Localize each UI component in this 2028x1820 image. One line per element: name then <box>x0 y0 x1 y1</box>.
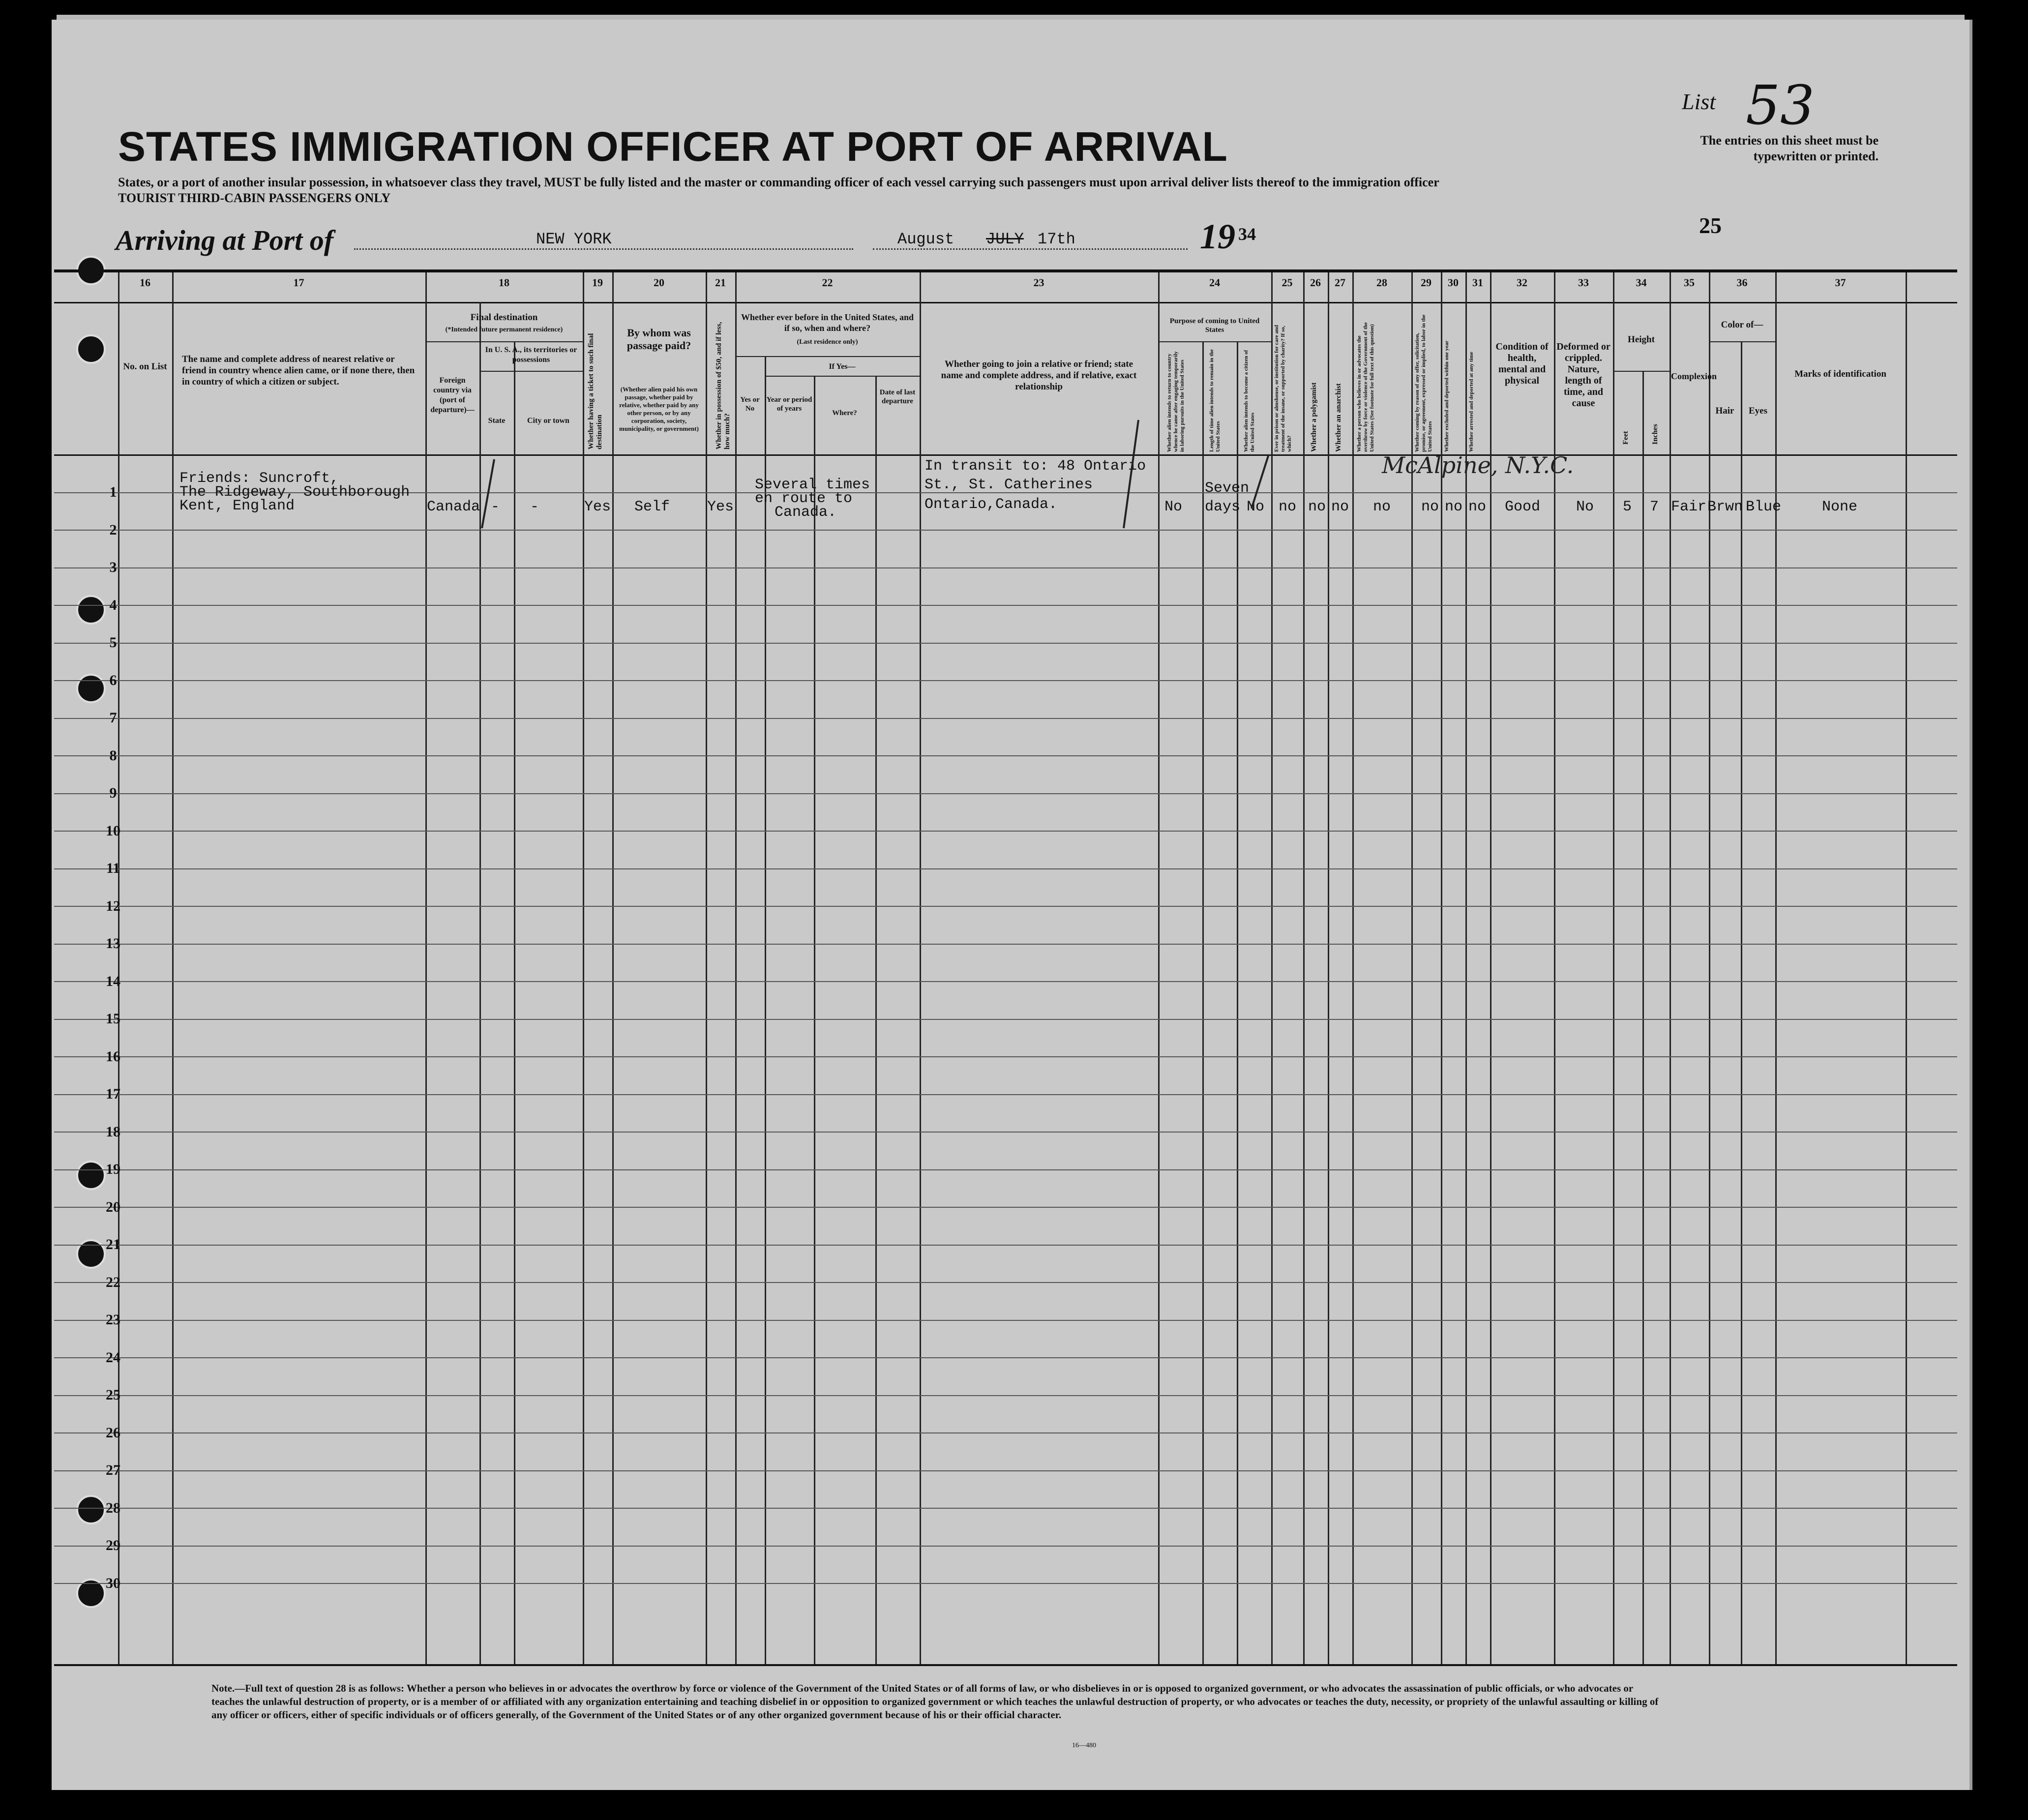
col-number: 22 <box>822 276 833 289</box>
row-number: 16 <box>106 1048 120 1065</box>
previous-line-3: Canada. <box>775 504 837 521</box>
row-number: 20 <box>106 1198 120 1215</box>
overthrow-value: no <box>1373 499 1391 515</box>
marks-value: None <box>1822 499 1858 515</box>
header-final-destination: Final destination <box>470 312 538 323</box>
col-number: 35 <box>1684 276 1695 289</box>
check-mark <box>482 459 494 528</box>
col-number: 28 <box>1376 276 1387 289</box>
passage-value: Self <box>634 499 670 515</box>
row-rule <box>54 831 1957 832</box>
row-rule <box>54 906 1957 907</box>
labor-offer-value: no <box>1421 499 1439 515</box>
col-number: 23 <box>1033 276 1044 289</box>
col-number: 24 <box>1209 276 1220 289</box>
return-intent-value: No <box>1164 499 1183 515</box>
row-rule <box>54 1169 1957 1170</box>
port-line <box>354 248 853 250</box>
page-number: 25 <box>1699 213 1722 238</box>
ticket-value: Yes <box>584 499 611 515</box>
row-rule <box>54 718 1957 719</box>
join-line-1: In transit to: 48 Ontario <box>925 458 1146 475</box>
col-number: 16 <box>140 276 150 289</box>
hair-value: Brwn <box>1707 499 1743 515</box>
col-number: 29 <box>1421 276 1432 289</box>
row-number: 10 <box>106 822 120 839</box>
header-excluded: Whether excluded and deported within one year <box>1444 340 1450 452</box>
header-height: Height <box>1628 334 1655 345</box>
row-number: 4 <box>109 597 117 613</box>
day-value: 17th <box>1038 230 1075 248</box>
row-rule <box>54 793 1957 794</box>
row-number: 6 <box>109 672 117 688</box>
header-complexion: Complexion <box>1671 371 1717 381</box>
col-number: 34 <box>1636 276 1647 289</box>
header-join-relative: Whether going to join a relative or friend; state name and complete address, and if relative, exact relationship <box>941 359 1137 392</box>
row-number: 13 <box>106 935 120 952</box>
row-number: 14 <box>106 973 120 989</box>
col-number: 25 <box>1282 276 1293 289</box>
col-number: 32 <box>1517 276 1527 289</box>
row-number: 8 <box>109 747 117 764</box>
row-number: 28 <box>106 1499 120 1516</box>
col-number: 18 <box>499 276 509 289</box>
col-number: 19 <box>592 276 603 289</box>
col-number: 26 <box>1310 276 1321 289</box>
row-rule <box>54 1245 1957 1246</box>
header-inches: Inches <box>1651 424 1659 445</box>
page-title: STATES IMMIGRATION OFFICER AT PORT OF ARRIVAL <box>118 123 1228 170</box>
row-number: 1 <box>109 484 117 500</box>
row-number: 26 <box>106 1424 120 1441</box>
col-number: 20 <box>654 276 664 289</box>
col-number: 21 <box>715 276 726 289</box>
row-rule <box>54 1207 1957 1208</box>
header-polygamist: Whether a polygamist <box>1310 382 1318 452</box>
length-line-2: days <box>1205 499 1241 515</box>
year-prefix: 19 <box>1200 217 1235 256</box>
state-value: - <box>491 499 500 515</box>
previous-line-1: Several times <box>755 477 870 493</box>
header-possession-50: Whether in possession of $50, and if less, how much? <box>715 322 731 449</box>
header-passage-paid-sub: (Whether alien paid his own passage, whether paid by relative, whether paid by any other person, or by any corporation, society, municipality, or government) <box>619 386 699 432</box>
header-purpose: Purpose of coming to United States <box>1169 317 1260 334</box>
excluded-value: no <box>1445 499 1463 515</box>
arriving-label: Arriving at Port of <box>116 224 334 256</box>
citizen-intent-value: No <box>1247 499 1265 515</box>
row-rule <box>54 1132 1957 1133</box>
row-rule <box>54 868 1957 869</box>
header-no-on-list: No. on List <box>123 361 167 372</box>
row-rule <box>54 944 1957 945</box>
month-value: August <box>897 230 954 248</box>
row-rule <box>54 1583 1957 1584</box>
row-rule <box>54 643 1957 644</box>
row-number: 12 <box>106 897 120 914</box>
col-number: 33 <box>1578 276 1589 289</box>
row-number: 7 <box>109 710 117 726</box>
row-rule <box>54 1395 1957 1396</box>
struck-month: JULY <box>986 230 1024 248</box>
header-state: State <box>488 417 506 425</box>
eyes-value: Blue <box>1746 499 1782 515</box>
header-labor-offer: Whether coming by reason of any offer, solicitation, promise, or agreement, expressed or implied, to labor in the United States <box>1414 314 1433 452</box>
row-number: 17 <box>106 1086 120 1102</box>
length-line-1: Seven <box>1205 480 1250 497</box>
header-eyes: Eyes <box>1749 406 1767 416</box>
header-nearest-relative: The name and complete address of nearest relative or friend in country whence alien came, or if none there, then in country of which a citizen or subject. <box>182 354 415 387</box>
handwritten-annotation: McAlpine, N.Y.C. <box>1382 452 1574 478</box>
header-passage-paid: By whom was passage paid? <box>626 327 691 352</box>
row-rule <box>54 1282 1957 1283</box>
manifest-table <box>54 269 1957 1666</box>
row-rule <box>54 680 1957 681</box>
header-deported: Whether arrested and deported at any time <box>1468 352 1474 452</box>
polygamist-value: no <box>1308 499 1326 515</box>
header-where: Where? <box>832 409 857 417</box>
header-if-yes: If Yes— <box>829 362 856 371</box>
header-ticket: Whether having a ticket to such final destination <box>587 333 603 449</box>
header-health: Condition of health, mental and physical <box>1495 341 1549 386</box>
row-number: 21 <box>106 1236 120 1253</box>
city-value: - <box>530 499 539 515</box>
header-final-destination-sub: (*Intended future permanent residence) <box>445 326 563 333</box>
deformed-value: No <box>1576 499 1594 515</box>
col-number: 30 <box>1448 276 1459 289</box>
has-50-value: Yes <box>707 499 734 515</box>
list-number: 53 <box>1746 74 1815 137</box>
join-line-2: St., St. Catherines <box>925 477 1093 493</box>
row-number: 27 <box>106 1462 120 1478</box>
col-number: 27 <box>1335 276 1345 289</box>
header-year: Year or period of years <box>766 396 812 413</box>
header-deformed: Deformed or crippled. Nature, length of time, and cause <box>1556 341 1610 409</box>
header-overthrow: Whether a person who believes in or advocates the overthrow by force or violence of the Government of the United States (See footnote for full text of this question) <box>1356 322 1375 452</box>
previous-line-2: en route to <box>755 490 853 507</box>
header-prison: Ever in prison or almshouse, or institution for care and treatment of the insane, or supported by charity? If so, which? <box>1274 325 1292 452</box>
foreign-country: Canada <box>427 499 480 515</box>
anarchist-value: no <box>1331 499 1349 515</box>
row-rule <box>54 1546 1957 1547</box>
relative-line-3: Kent, England <box>179 498 295 514</box>
row-rule <box>54 1470 1957 1471</box>
port-value: NEW YORK <box>536 230 612 248</box>
row-rule <box>54 1056 1957 1057</box>
header-foreign-country: Foreign country via (port of departure)— <box>430 376 475 414</box>
header-date-last-departure: Date of last departure <box>879 388 916 405</box>
header-color-of: Color of— <box>1721 320 1763 330</box>
date-line <box>873 248 1188 250</box>
row-number: 29 <box>106 1537 120 1553</box>
header-yes-or-no: Yes or No <box>740 396 760 413</box>
list-label: List <box>1682 89 1716 114</box>
row-number: 11 <box>106 860 120 876</box>
header-in-usa: In U. S. A., its territories or possessions <box>485 346 577 364</box>
col-number: 31 <box>1472 276 1483 289</box>
col-number: 36 <box>1736 276 1748 289</box>
row-rule <box>54 1019 1957 1020</box>
header-length-of-stay: Length of time alien intends to remain in the United States <box>1209 349 1221 452</box>
row-rule <box>54 1357 1957 1358</box>
join-line-3: Ontario,Canada. <box>925 496 1058 513</box>
row-number: 15 <box>106 1011 120 1027</box>
row-number: 3 <box>109 559 117 575</box>
complexion-value: Fair <box>1671 499 1707 515</box>
row-number: 18 <box>106 1123 120 1140</box>
instructions-line-2: TOURIST THIRD-CABIN PASSENGERS ONLY <box>118 191 391 205</box>
entries-note: The entries on this sheet must be typewritten or printed. <box>1700 133 1879 163</box>
header-citizen-intent: Whether alien intends to become a citizen of the United States <box>1243 350 1255 452</box>
feet-value: 5 <box>1623 499 1632 515</box>
header-hair: Hair <box>1715 406 1734 416</box>
row-rule <box>54 1320 1957 1321</box>
header-anarchist: Whether an anarchist <box>1335 383 1342 452</box>
row-number: 9 <box>109 785 117 801</box>
col-number: 37 <box>1835 276 1846 289</box>
footnote: Note.—Full text of question 28 is as follows: Whether a person who believes in or advocates the overthrow by force or violence of the Government of the United States or of all forms of law, or who disbelieves in or is opposed to organized government, or who advocates the assassination of public officials, or who advocates or teaches the unlawful destruction of property, or is a member of or affiliated with any organization entertaining and teaching disbelief in or opposition to organized government or which teaches the unlawful destruction of property, or who advocates or teaches the duty, necessity, or propriety of the unlawful assaulting or killing of any officer or officers, either of specific individuals or of officers generally, of the Government of the United States or of any other organized government because of his or their official character. <box>211 1682 1659 1721</box>
row-number: 23 <box>106 1312 120 1328</box>
row-number: 30 <box>106 1575 120 1591</box>
row-number: 5 <box>109 634 117 651</box>
col-number: 17 <box>293 276 304 289</box>
row-rule <box>54 605 1957 606</box>
deported-value: no <box>1468 499 1487 515</box>
header-ever-before-sub: (Last residence only) <box>797 338 858 346</box>
relative-line-1: Friends: Suncroft, <box>179 470 339 487</box>
header-marks: Marks of identification <box>1794 369 1886 379</box>
prison-value: no <box>1279 499 1297 515</box>
row-number: 25 <box>106 1387 120 1403</box>
instructions <box>118 175 1642 206</box>
row-rule <box>54 755 1957 756</box>
check-mark <box>1124 420 1138 528</box>
row-number: 19 <box>106 1161 120 1177</box>
row-rule <box>54 1508 1957 1509</box>
hand-marks <box>54 272 1957 567</box>
form-number: 16—480 <box>1072 1742 1096 1749</box>
health-value: Good <box>1505 499 1541 515</box>
relative-line-2: The Ridgeway, Southborough <box>179 484 410 501</box>
check-mark <box>1252 454 1269 508</box>
header-ever-before: Whether ever before in the United States, and if so, when and where? <box>741 312 914 333</box>
header-return-intent: Whether alien intends to return to country whence he came after engaging temporarily in laboring pursuits in the United States <box>1166 351 1185 452</box>
row-number: 22 <box>106 1274 120 1290</box>
row-rule <box>54 1094 1957 1095</box>
row-rule <box>54 981 1957 982</box>
row-rule <box>54 1432 1957 1433</box>
instructions-line-1: States, or a port of another insular possession, in whatsoever class they travel, MUST be fully listed and the master or commanding officer of each vessel carrying such passengers must upon arrival deliver lists thereof to the immigration officer <box>118 175 1439 189</box>
inches-value: 7 <box>1650 499 1659 515</box>
header-city: City or town <box>527 417 569 425</box>
header-feet: Feet <box>1622 431 1630 445</box>
row-number: 24 <box>106 1349 120 1366</box>
row-number: 2 <box>109 521 117 538</box>
year-suffix: 34 <box>1238 224 1256 244</box>
